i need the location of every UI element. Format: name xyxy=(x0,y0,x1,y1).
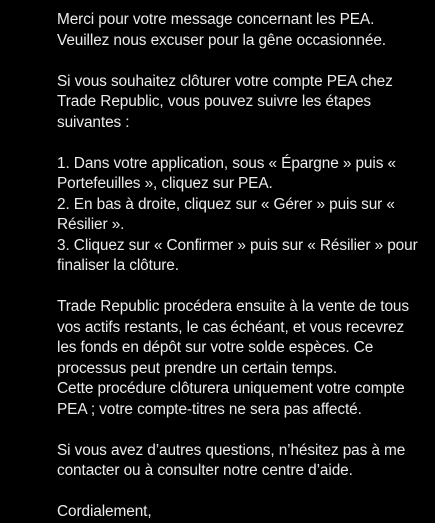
closing-intro-paragraph: Si vous souhaitez clôturer votre compte PEA chez Trade Republic, vous pouvez suivre les étapes suivantes : xyxy=(57,72,393,131)
greeting-paragraph: Merci pour votre message concernant les PEA. Veuillez nous excuser pour la gêne occasionnée. xyxy=(57,11,386,49)
process-info-paragraph: Trade Republic procédera ensuite à la vente de tous vos actifs restants, le cas échéant, et vous recevrez les fonds en dépôt sur votre solde espèces. Ce processus peut prendre un certain temps. Cette procédure clôturera uniquement votre compte PEA ; votre compte-titres ne sera pas affecté. xyxy=(57,298,409,418)
sign-off-paragraph: Cordialement, xyxy=(57,503,152,520)
steps-paragraph: 1. Dans votre application, sous « Épargne » puis « Portefeuilles », cliquez sur PEA. 2. En bas à droite, cliquez sur « Gérer » puis sur « Résilier ». 3. Cliquez sur « Confirmer » puis sur « Résilier » pour finaliser la clôture. xyxy=(57,154,418,274)
message-body xyxy=(57,10,429,523)
questions-paragraph: Si vous avez d’autres questions, n’hésitez pas à me contacter ou à consulter notre centre d’aide. xyxy=(57,441,406,479)
